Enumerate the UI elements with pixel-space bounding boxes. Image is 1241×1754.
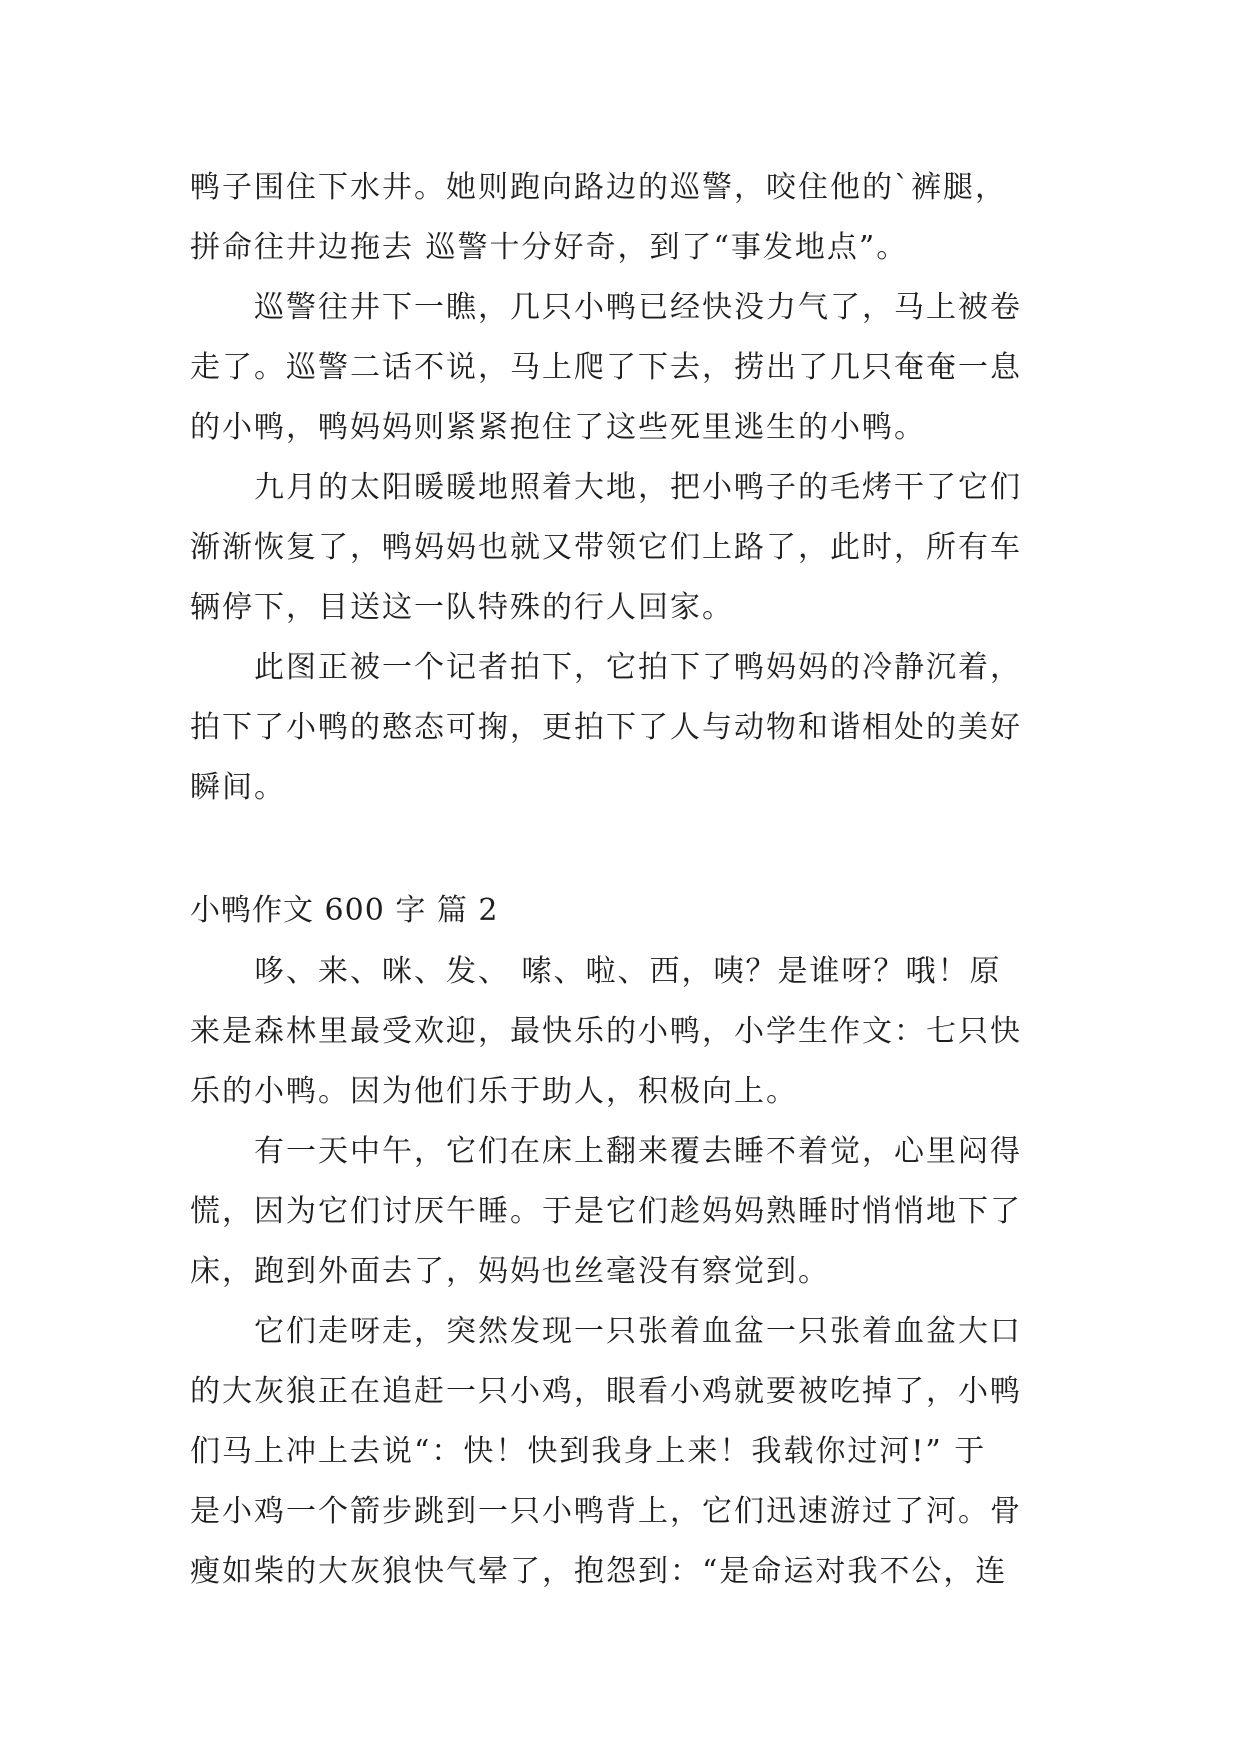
section-heading: 小鸭作文 600 字 篇 2 <box>190 893 499 928</box>
text-line: 瞬间。 <box>190 770 286 805</box>
text-line: 的大灰狼正在追赶一只小鸡，眼看小鸡就要被吃掉了，小鸭 <box>190 1374 1022 1409</box>
text-line: 有一天中午，它们在床上翻来覆去睡不着觉，心里闷得 <box>254 1134 1022 1169</box>
text-line: 的小鸭，鸭妈妈则紧紧抱住了这些死里逃生的小鸭。 <box>190 410 926 445</box>
text-line: 们马上冲上去说“：快！快到我身上来！我载你过河!” 于 <box>190 1434 987 1469</box>
text-line: 慌，因为它们讨厌午睡。于是它们趁妈妈熟睡时悄悄地下了 <box>190 1194 1022 1229</box>
text-line: 拼命往井边拖去 巡警十分好奇，到了“事发地点”。 <box>190 230 909 265</box>
text-line: 来是森林里最受欢迎，最快乐的小鸭，小学生作文：七只快 <box>190 1014 1022 1049</box>
text-line: 乐的小鸭。因为他们乐于助人，积极向上。 <box>190 1074 798 1109</box>
text-line: 巡警往井下一瞧，几只小鸭已经快没力气了，马上被卷 <box>254 290 1022 325</box>
paragraph <box>190 942 1060 1122</box>
paragraph <box>190 158 1060 278</box>
section-spacer <box>190 818 1060 880</box>
paragraph <box>190 638 1060 818</box>
text-line: 九月的太阳暖暖地照着大地，把小鸭子的毛烤干了它们 <box>254 470 1022 505</box>
document-body <box>190 158 1060 1602</box>
text-line: 是小鸡一个箭步跳到一只小鸭背上，它们迅速游过了河。骨 <box>190 1494 1022 1529</box>
text-line: 鸭子围住下水井。她则跑向路边的巡警，咬住他的`裤腿， <box>190 170 1007 205</box>
text-line: 它们走呀走，突然发现一只张着血盆一只张着血盆大口 <box>254 1314 1022 1349</box>
text-line: 此图正被一个记者拍下，它拍下了鸭妈妈的冷静沉着， <box>254 650 1022 685</box>
paragraph <box>190 278 1060 458</box>
paragraph <box>190 1302 1060 1602</box>
paragraph <box>190 458 1060 638</box>
text-line: 走了。巡警二话不说，马上爬了下去，捞出了几只奄奄一息 <box>190 350 1022 385</box>
text-line: 床，跑到外面去了，妈妈也丝毫没有察觉到。 <box>190 1254 830 1289</box>
paragraph <box>190 1122 1060 1302</box>
text-line: 辆停下，目送这一队特殊的行人回家。 <box>190 590 734 625</box>
text-line: 拍下了小鸭的憨态可掬，更拍下了人与动物和谐相处的美好 <box>190 710 1022 745</box>
text-line: 渐渐恢复了，鸭妈妈也就又带领它们上路了，此时，所有车 <box>190 530 1022 565</box>
text-line: 哆、来、咪、发、 嗦、啦、西，咦？是谁呀？哦！原 <box>254 954 1002 989</box>
text-line: 瘦如柴的大灰狼快气晕了，抱怨到：“是命运对我不公，连 <box>190 1554 1008 1589</box>
